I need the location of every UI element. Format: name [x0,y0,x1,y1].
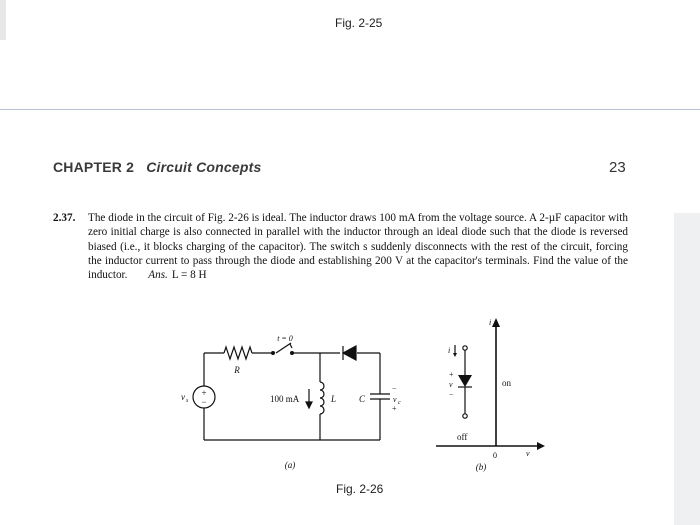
switch-node [271,351,275,355]
diode-a [343,346,356,360]
current-arrow-icon [306,402,312,408]
problem-number: 2.37. [53,212,76,224]
i-axis-label: i [489,318,492,327]
capacitor-voltage-label: v [393,395,397,404]
chapter-title: Circuit Concepts [146,159,262,175]
i-axis-arrow-icon [492,318,500,327]
panel-label-a: (a) [284,460,296,470]
source-label: v [181,392,185,402]
diode-b [458,375,472,387]
problem-text: The diode in the circuit of Fig. 2-26 is ideal. The inductor draws 100 mA from the voltage source. A 2-µF capacitor with zero initial charge is also connected in parallel with the inductor through an ideal diode such that the diode is reversed biased (i.e., it blocks charging of the capacitor). The switch s suddenly disconnects with the rest of the circuit, forcing the inductor current to pass through the diode and establishing 200 V at the capacitor's terminals. Find the value of the inductor. [88,212,628,282]
origin-label: 0 [493,451,497,460]
page-number: 23 [609,159,626,176]
v-axis-arrow-icon [537,442,545,450]
chapter-label: CHAPTER 2 [53,159,135,175]
answer-value: L = 8 H [171,269,207,282]
capacitor-minus: − [392,384,397,393]
switch-node [290,351,294,355]
diode-current-arrow-icon [453,353,457,357]
capacitor-label: C [359,394,366,404]
diode-terminal-top [463,346,467,350]
diode-voltage-label: v [449,380,453,389]
figure-caption-2-26: Fig. 2-26 [336,482,384,496]
source-minus: − [201,397,207,407]
switch-label: t = 0 [277,334,293,343]
source-subscript: s [186,398,189,404]
capacitor-voltage-subscript: c [398,400,401,406]
diode-terminal-bottom [463,414,467,418]
diode-minus: − [449,390,454,399]
v-axis-label: v [526,449,530,458]
answer-label: Ans. [148,269,168,282]
inductor-l [320,382,324,414]
switch-s [276,343,291,353]
on-label: on [502,378,511,388]
current-label: 100 mA [270,394,300,404]
source-plus: + [201,388,207,398]
resistor-r [224,347,252,359]
panel-label-b: (b) [475,462,487,472]
figure-caption-2-25: Fig. 2-25 [335,16,383,30]
capacitor-plus: + [392,404,397,413]
inductor-label: L [331,394,337,404]
circuit-diagram-a [193,343,390,440]
switch-arrowhead [290,344,292,348]
off-label: off [457,432,468,442]
diode-plus: + [449,370,454,379]
resistor-label: R [234,365,240,375]
diode-current-label: i [448,346,451,355]
